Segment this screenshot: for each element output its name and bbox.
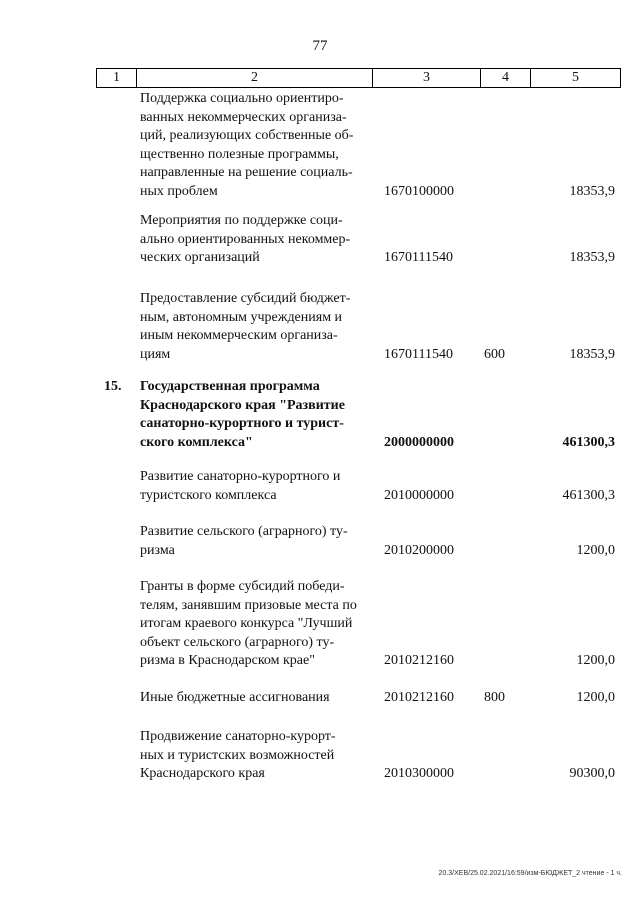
row-name-line: Развитие санаторно-курортного и [140,469,341,484]
row-name-line: Гранты в форме субсидий победи- [140,579,345,594]
row-target-code: 2010000000 [384,487,454,503]
row-target-code: 2010212160 [384,653,454,668]
row-name-line: ным, автономным учреждениям и [140,309,343,325]
column-header-4: 4 [481,69,531,88]
row-amount: 461300,3 [562,487,615,503]
row-target-code: 2010212160 [384,690,454,705]
row-amount: 90300,0 [569,766,615,781]
row-name [140,212,371,268]
row-name [140,689,371,708]
row-name-line: циям [140,346,171,362]
row-name [140,523,371,560]
row-name-line: ных и туристских возможностей [140,747,335,763]
row-target-code: 2010200000 [384,542,454,558]
row-name [140,290,371,364]
row-name-line: объект сельского (аграрного) ту- [140,634,335,650]
row-expense-type: 600 [484,346,505,362]
row-target-code: 1670111540 [384,250,453,265]
row-name-line: направленные на решение социаль- [140,165,353,180]
row-number: 15. [104,379,122,394]
column-header-3: 3 [373,69,481,88]
row-name-line: итогам краевого конкурса "Лучший [140,616,353,631]
column-header-row [97,69,621,88]
row-name [140,578,371,671]
row-amount: 461300,3 [562,434,615,450]
row-name-line: ально ориентированных некоммер- [140,231,351,247]
row-name-line: Государственная программа [140,379,320,394]
row-name-line: Предоставление субсидий бюджет- [140,291,351,306]
row-name-line: Поддержка социально ориентиро- [140,91,344,106]
row-expense-type: 800 [484,690,505,705]
row-name-line: ского комплекса" [140,434,253,450]
row-target-code: 1670111540 [384,346,453,362]
row-amount: 18353,9 [569,183,615,199]
row-name-line: туристского комплекса [140,487,277,503]
column-header-5: 5 [531,69,621,88]
row-name [140,378,371,452]
row-target-code: 1670100000 [384,183,454,199]
row-name [140,468,371,505]
column-header-2: 2 [137,69,373,88]
row-amount: 18353,9 [569,250,615,265]
row-name-line: Продвижение санаторно-курорт- [140,729,336,744]
row-name-line: ческих организаций [140,250,260,265]
row-name-line: ций, реализующих собственные об- [140,128,354,143]
row-name-line: ризма в Краснодарском крае" [140,653,315,668]
row-amount: 1200,0 [576,653,615,668]
row-name [140,728,371,784]
row-name-line: Иные бюджетные ассигнования [140,690,330,705]
row-name [140,90,371,201]
row-amount: 1200,0 [576,690,615,705]
row-amount: 1200,0 [576,542,615,558]
row-name-line: Краснодарского края [140,766,265,781]
row-name-line: щественно полезные программы, [140,146,339,162]
row-name-line: санаторно-курортного и турист- [140,416,344,431]
row-name-line: Краснодарского края "Развитие [140,397,345,413]
page-number: 77 [312,38,328,54]
row-target-code: 2010300000 [384,766,454,781]
row-target-code: 2000000000 [384,434,454,450]
row-name-line: Развитие сельского (аграрного) ту- [140,524,348,539]
row-name-line: ризма [140,542,175,558]
row-name-line: иным некоммерческим организа- [140,328,338,343]
document-footer-stamp: 20.3/ХЕВ/25.02.2021/16:59/изм-БЮДЖЕТ_2 чтение - 1 ч. [438,870,622,877]
row-name-line: телям, занявшим призовые места по [140,597,357,613]
row-name-line: ных проблем [140,183,218,199]
column-header-1: 1 [97,69,137,88]
row-name-line: Мероприятия по поддержке соци- [140,213,343,228]
row-amount: 18353,9 [569,346,615,362]
row-name-line: ванных некоммерческих организа- [140,109,347,125]
column-header-table [96,68,621,88]
